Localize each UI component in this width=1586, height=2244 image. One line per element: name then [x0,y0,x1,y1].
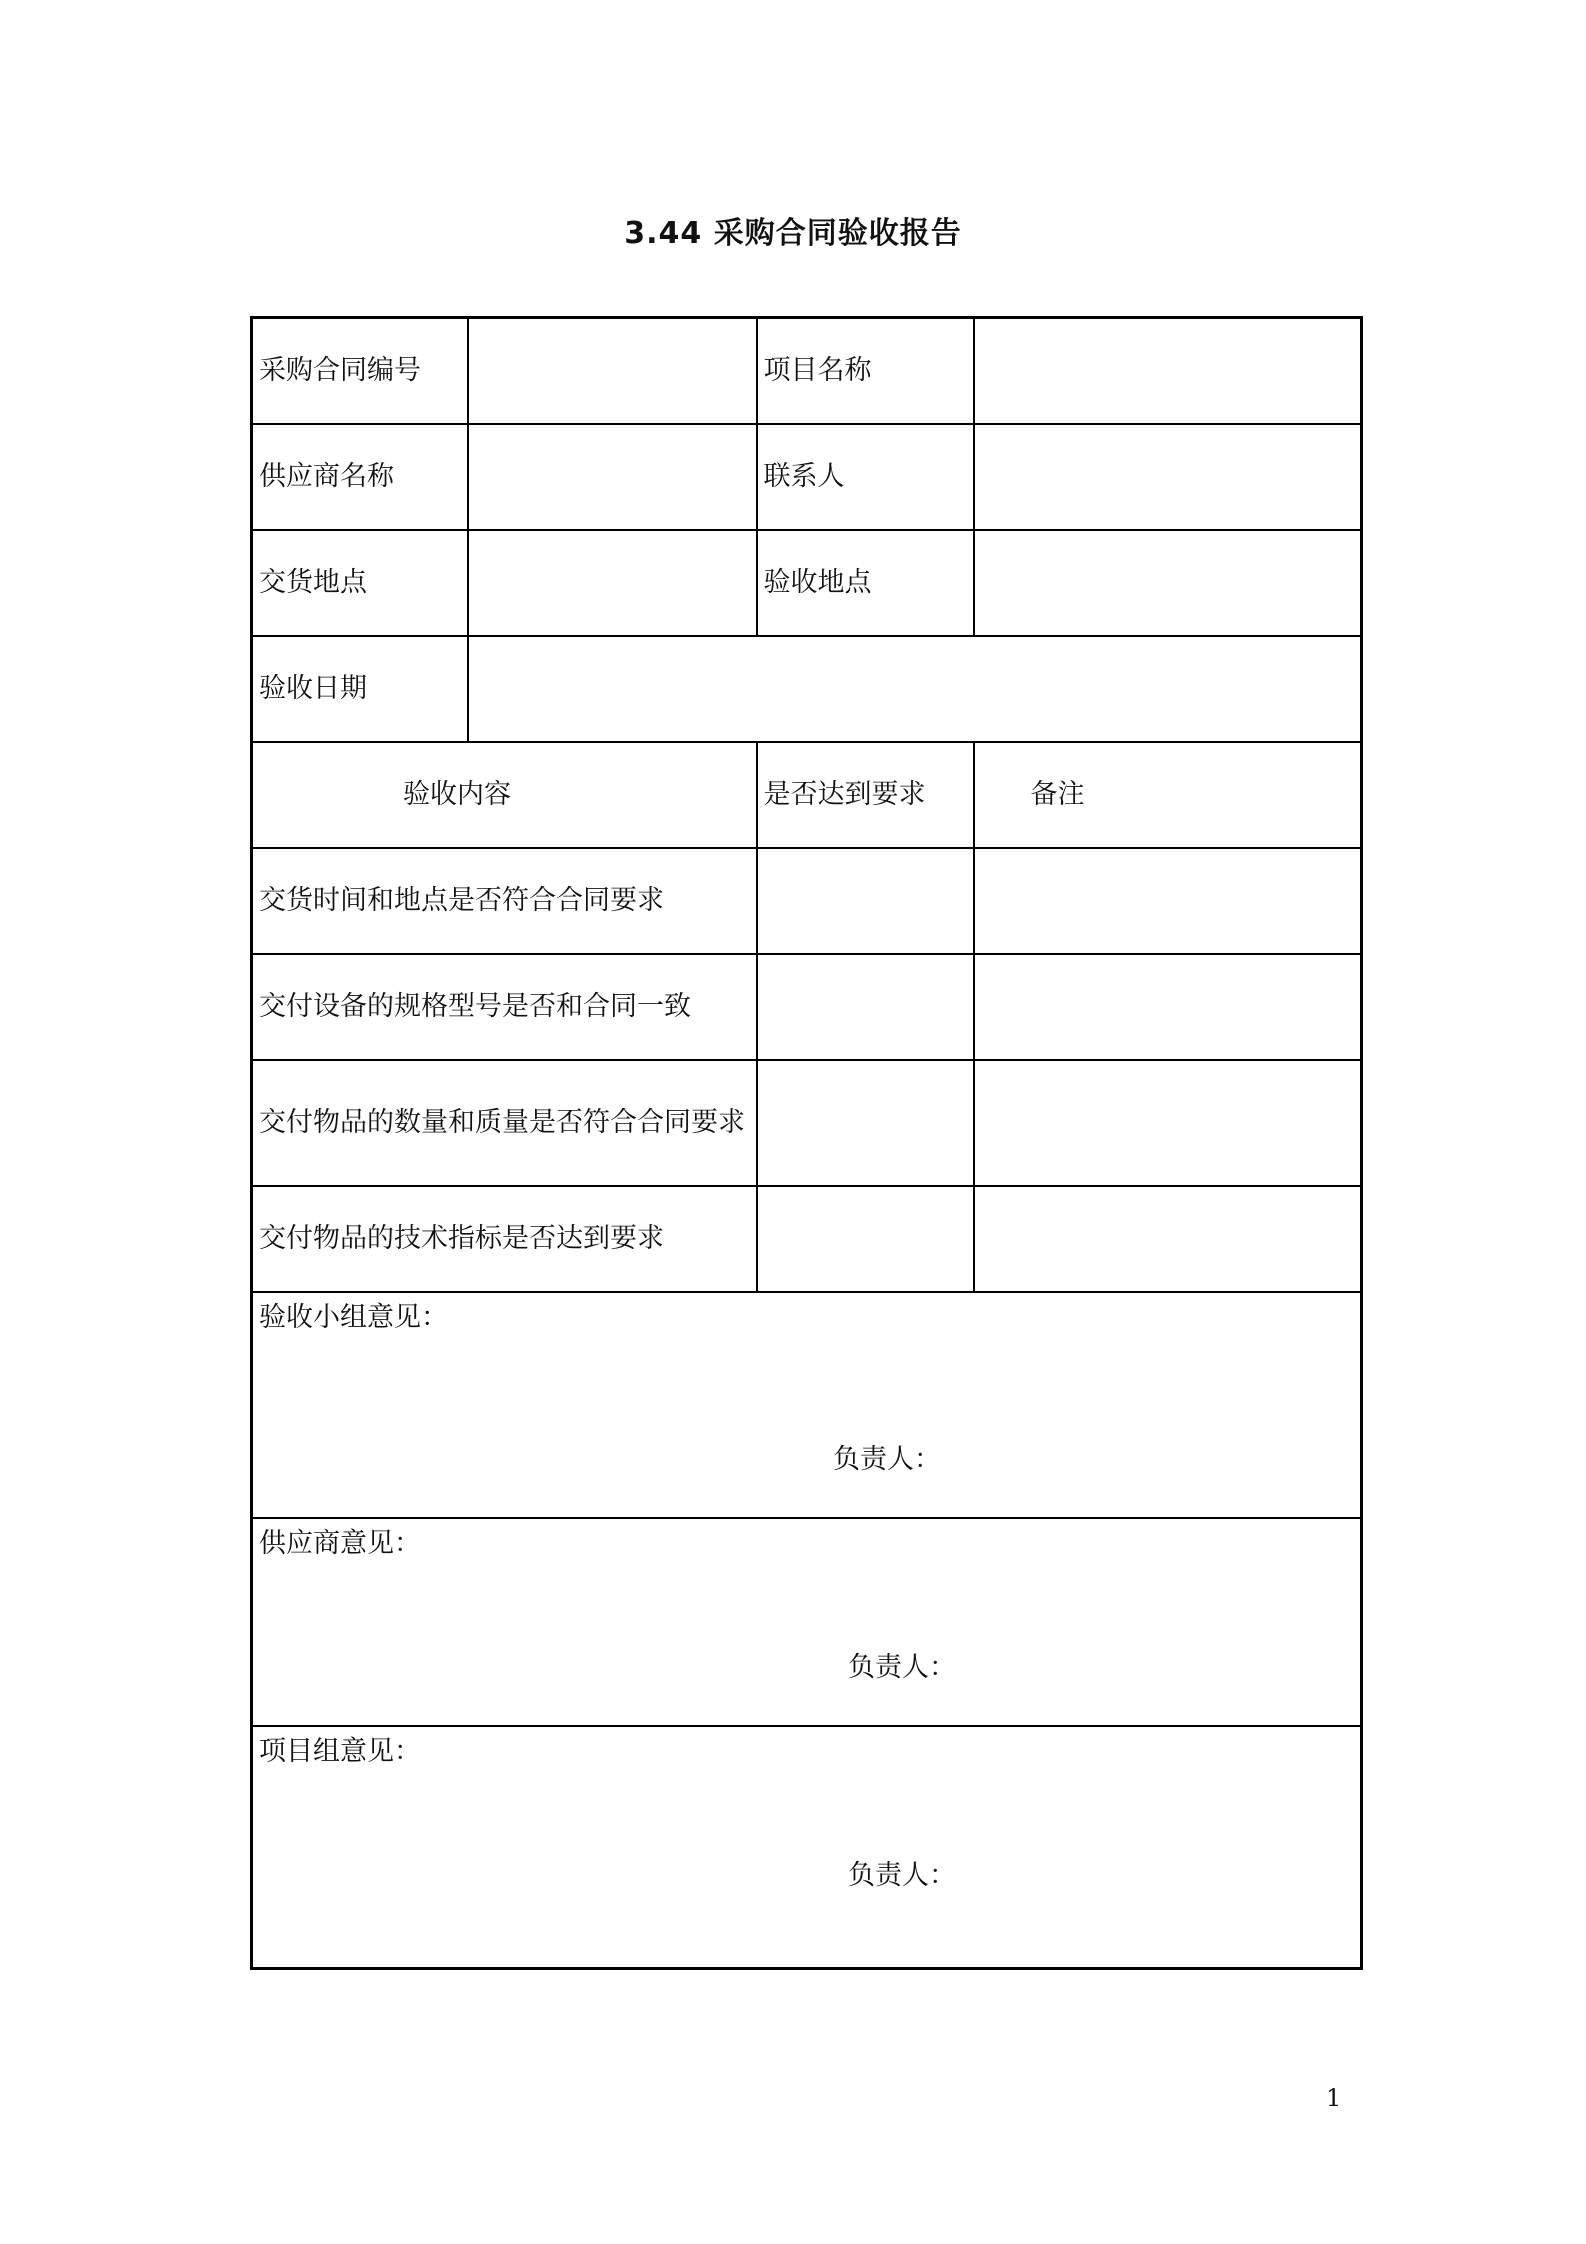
acceptance-location-field[interactable] [974,530,1362,636]
check-item-meets-field[interactable] [757,954,974,1060]
project-name-label: 项目名称 [757,318,974,425]
supplier-name-field[interactable] [468,424,757,530]
contact-person-label: 联系人 [757,424,974,530]
supplier-opinion-field[interactable] [252,1518,1362,1726]
opinion-row-acceptance-team [252,1292,1362,1518]
acceptance-date-label: 验收日期 [252,636,468,742]
acceptance-report-form [250,316,1363,1970]
form-row-supplier [252,424,1362,530]
check-content-header: 验收内容 [252,742,757,848]
project-team-opinion-field[interactable] [252,1726,1362,1969]
project-name-field[interactable] [974,318,1362,425]
check-item-content: 交付设备的规格型号是否和合同一致 [252,954,757,1060]
acceptance-team-opinion-field[interactable] [252,1292,1362,1518]
contract-number-field[interactable] [468,318,757,425]
project-team-opinion-label: 项目组意见： [259,1736,421,1767]
supplier-opinion-label: 供应商意见： [259,1528,421,1559]
check-item-content: 交付物品的技术指标是否达到要求 [252,1186,757,1292]
check-item-content: 交货时间和地点是否符合合同要求 [252,848,757,954]
delivery-location-label: 交货地点 [252,530,468,636]
check-item-remarks-field[interactable] [974,954,1362,1060]
check-item-row [252,848,1362,954]
contract-number-label: 采购合同编号 [252,318,468,425]
check-item-row [252,954,1362,1060]
check-item-meets-field[interactable] [757,848,974,954]
check-remarks-header: 备注 [974,742,1362,848]
form-row-locations [252,530,1362,636]
acceptance-date-field[interactable] [468,636,1362,742]
check-item-remarks-field[interactable] [974,1060,1362,1186]
delivery-location-field[interactable] [468,530,757,636]
acceptance-team-signer-label: 负责人： [833,1444,941,1475]
check-item-remarks-field[interactable] [974,848,1362,954]
document-title: 3.44 采购合同验收报告 [624,216,962,251]
opinion-row-project-team [252,1726,1362,1969]
check-header-row [252,742,1362,848]
acceptance-team-opinion-label: 验收小组意见： [259,1302,448,1333]
check-item-remarks-field[interactable] [974,1186,1362,1292]
check-item-meets-field[interactable] [757,1060,974,1186]
check-item-meets-field[interactable] [757,1186,974,1292]
supplier-signer-label: 负责人： [848,1652,956,1683]
supplier-name-label: 供应商名称 [252,424,468,530]
form-row-date [252,636,1362,742]
form-row-contract-number [252,318,1362,425]
project-team-signer-label: 负责人： [848,1860,956,1891]
check-item-content: 交付物品的数量和质量是否符合合同要求 [252,1060,757,1186]
check-item-row [252,1186,1362,1292]
opinion-row-supplier [252,1518,1362,1726]
page-number: 1 [1326,2084,1342,2112]
acceptance-location-label: 验收地点 [757,530,974,636]
check-item-row [252,1060,1362,1186]
check-meets-header: 是否达到要求 [757,742,974,848]
contact-person-field[interactable] [974,424,1362,530]
